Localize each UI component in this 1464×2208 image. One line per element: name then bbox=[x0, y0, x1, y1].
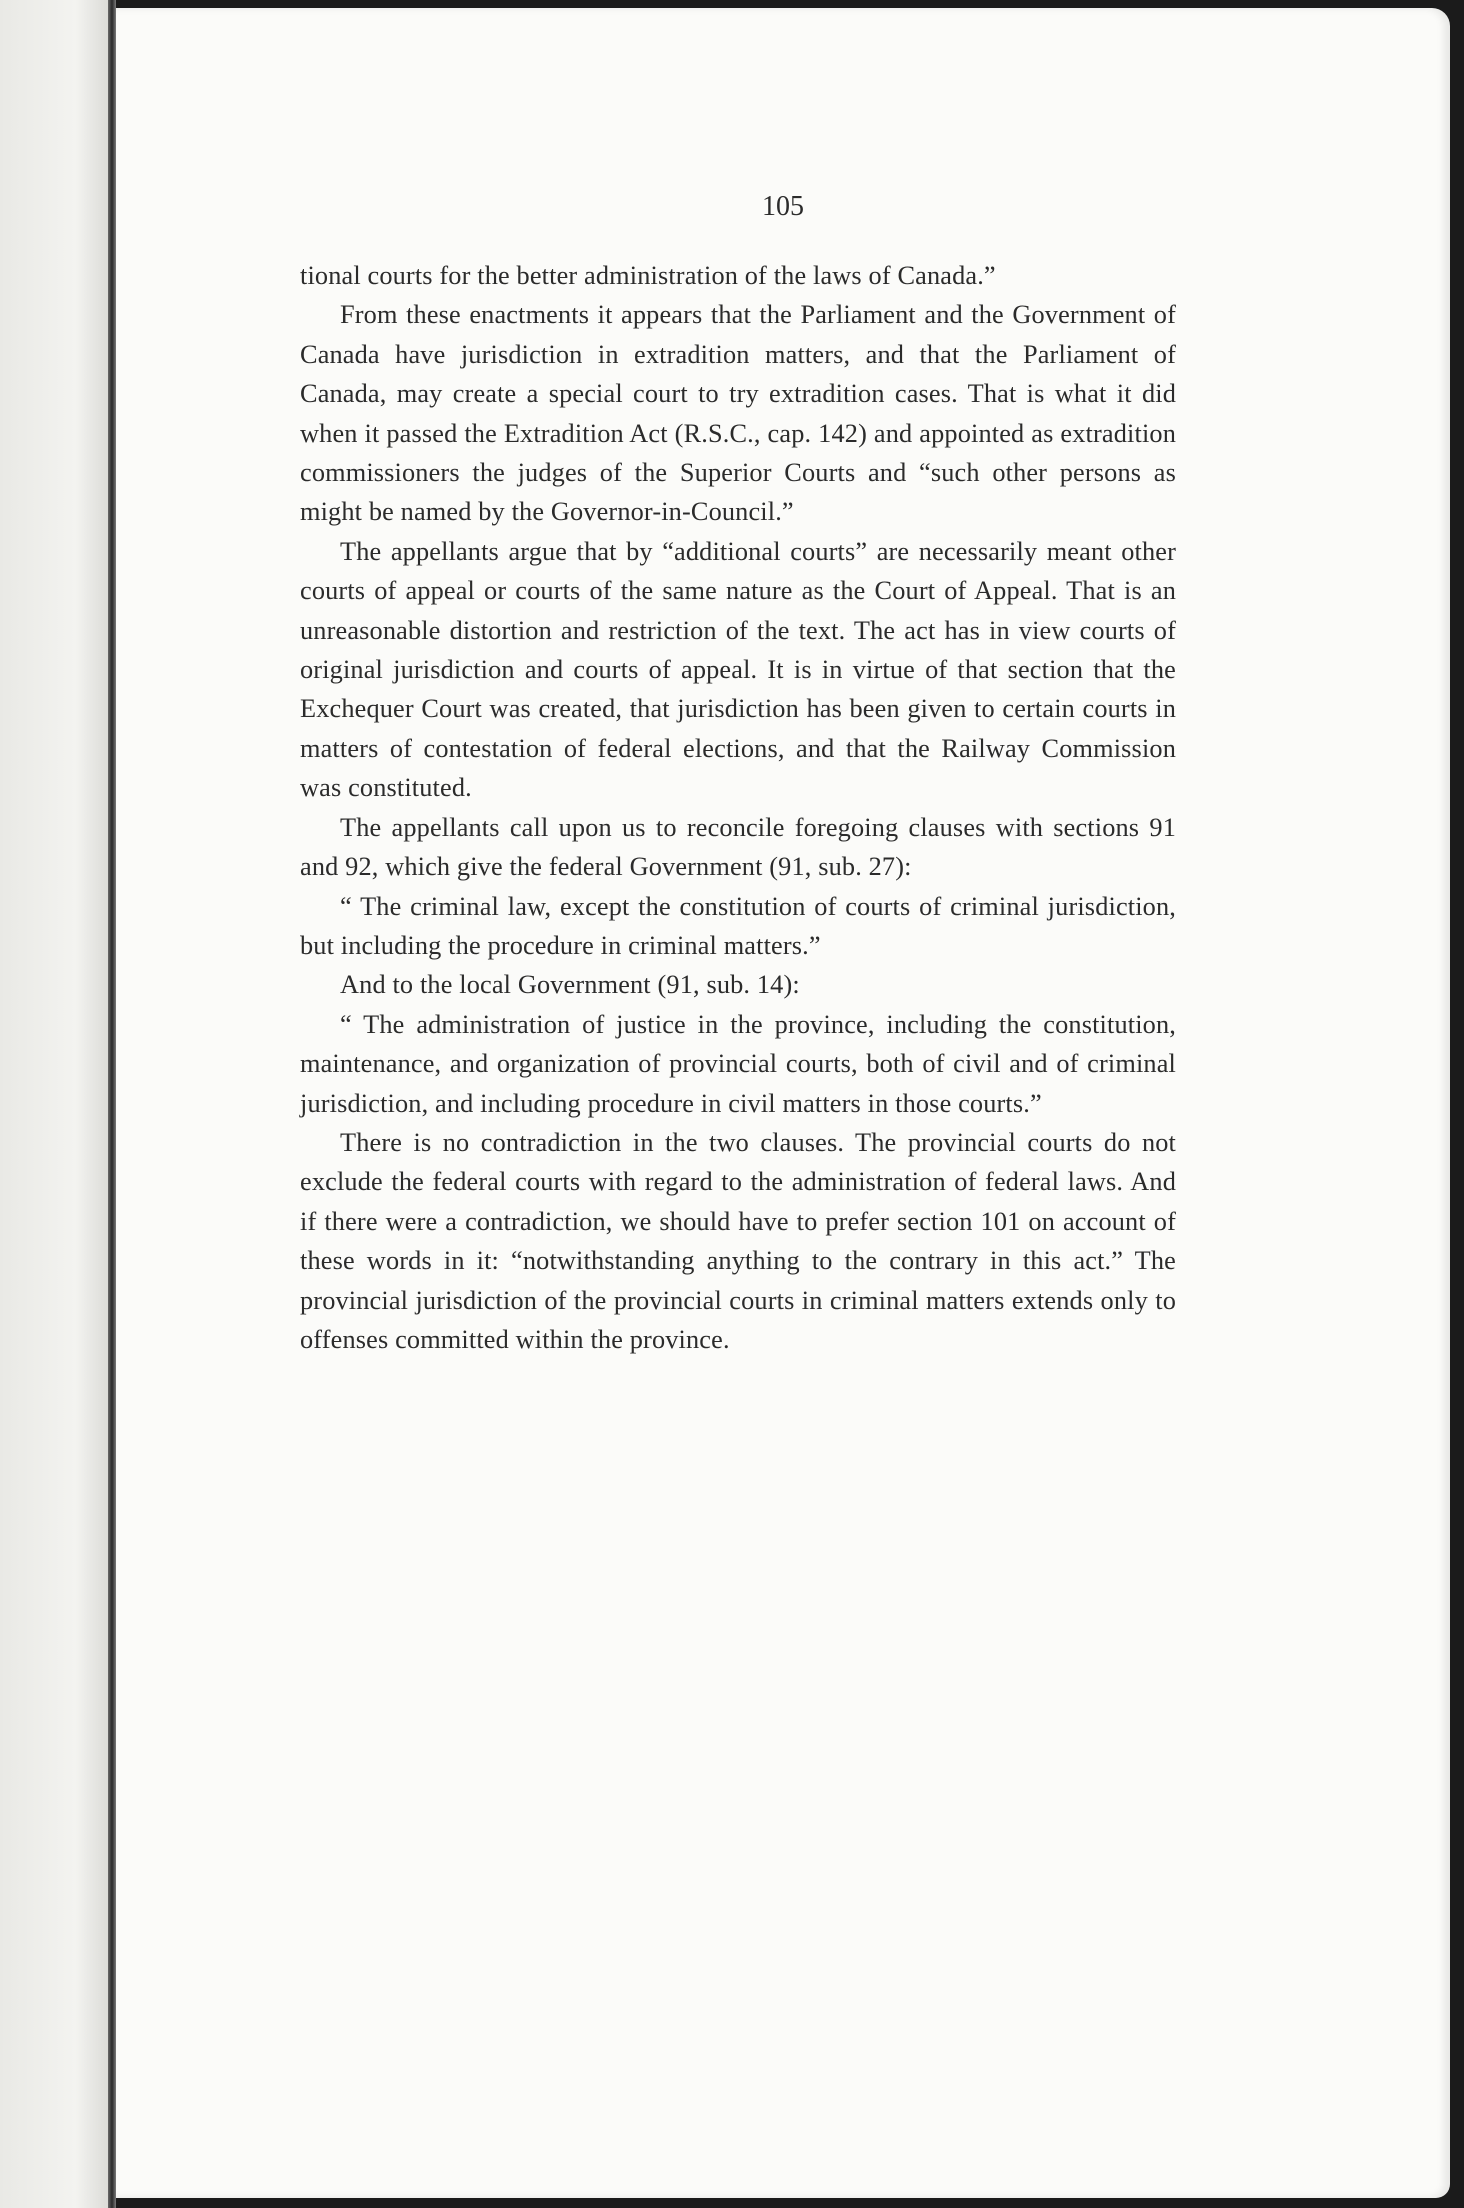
book-gutter bbox=[108, 0, 116, 2208]
quote-1: “ The criminal law, except the constitution of courts of criminal jurisdiction, but including the procedure in criminal matters.” bbox=[300, 891, 1176, 960]
paragraph-5: And to the local Government (91, sub. 14): bbox=[340, 970, 800, 1000]
paragraph-4: The appellants call upon us to reconcile foregoing clauses with sections 91 and 92, which give the federal Government (91, sub. 27): bbox=[300, 812, 1176, 882]
page-number: 105 bbox=[762, 191, 804, 222]
quote-2: “ The administration of justice in the province, including the constitution, maintenance, and organization of provincial courts, both of civil and of criminal jurisdiction, and including procedure in civil matters in those courts.” bbox=[300, 1009, 1176, 1118]
paragraph-1: tional courts for the better administration of the laws of Canada.” bbox=[300, 261, 996, 290]
paragraph-6: There is no contradiction in the two clauses. The provincial courts do not exclude the federal courts with regard to the administration of federal laws. And if there were a contradiction, we should have to prefer section 101 on account of these words in it: “notwithstanding anything to the contrary in this act.” The provincial jurisdiction of the provincial courts in criminal matters extends only to offenses committed within the province. bbox=[300, 1127, 1176, 1354]
paragraph-3: The appellants argue that by “additional courts” are necessarily meant other courts of appeal or courts of the same nature as the Court of Appeal. That is an unreasonable distortion and restriction of the text. The act has in view courts of original jurisdiction and courts of appeal. It is in virtue of that section that the Exchequer Court was created, that jurisdiction has been given to certain courts in matters of contestation of federal elections, and that the Railway Commission was constituted. bbox=[300, 536, 1176, 803]
facing-page-edge bbox=[0, 0, 108, 2208]
paragraph-2: From these enactments it appears that the Parliament and the Government of Canada have jurisdiction in extradition matters, and that the Parliament of Canada, may create a special court to try extradition cases. That is what it did when it passed the Extradition Act (R.S.C., cap. 142) and appointed as extradition commissioners the judges of the Superior Courts and “such other persons as might be named by the Governor-in-Council.” bbox=[300, 300, 1176, 527]
body-text bbox=[300, 256, 1176, 1359]
